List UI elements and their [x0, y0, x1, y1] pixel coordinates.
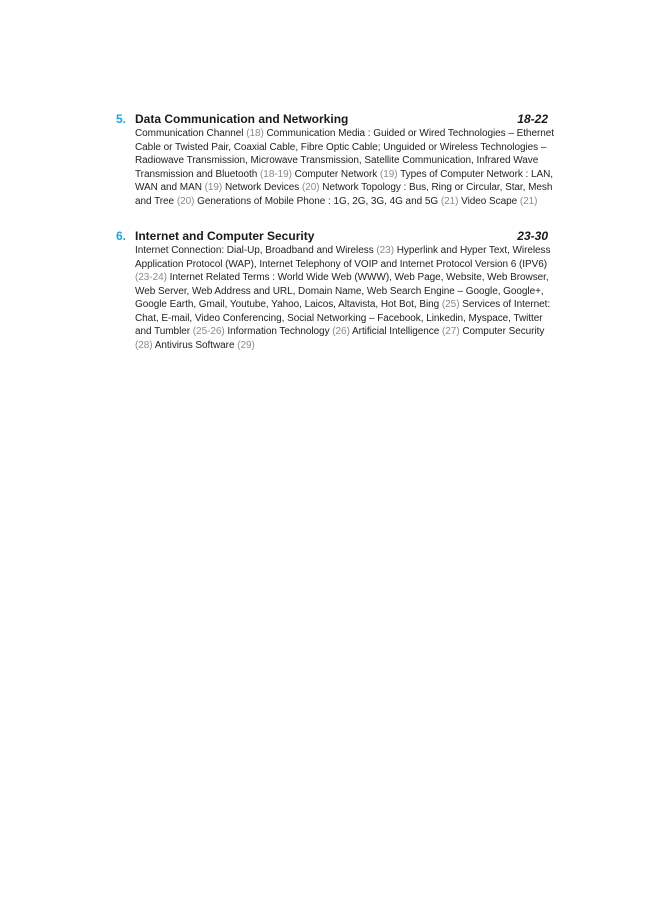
- chapter-number: 6.: [116, 229, 127, 243]
- topic-page-ref: (23-24): [135, 272, 167, 283]
- topic-page-ref: (18-19): [260, 168, 292, 180]
- topic-text: Information Technology: [227, 326, 330, 337]
- topic-page-ref: (20): [176, 195, 195, 207]
- topic-text: Hyperlink and Hyper Text, Wireless Application Protocol (WAP), Internet Telephony of VOIP and Internet Protocol Version 6 (IPV6): [135, 245, 551, 270]
- chapter-heading: [116, 111, 560, 127]
- chapter-entry: [116, 228, 560, 352]
- topic-page-ref: (29): [237, 339, 255, 351]
- chapter-number: 5.: [116, 112, 127, 126]
- topic-text: Network Topology : Bus, Ring or Circular, Star, Mesh and Tree: [135, 182, 553, 207]
- topic-page-ref: (21): [519, 195, 538, 207]
- topic-text: Communication Media : Guided or Wired Technologies – Ethernet Cable or Twisted Pair, Coaxial Cable, Fibre Optic Cable; Unguided or Wireless Technologies – Radiowave Transmission, Microwave Transmission, Satellite Communication, Infrared Wave Transmission and Bluetooth: [135, 128, 554, 180]
- chapter-page-range: 23-30: [517, 229, 548, 243]
- topic-text: Computer Network: [294, 168, 378, 180]
- topic-text: Generations of Mobile Phone : 1G, 2G, 3G, 4G and 5G: [197, 195, 439, 207]
- topic-page-ref: (21): [440, 195, 459, 207]
- topic-page-ref: (19): [204, 182, 223, 193]
- chapter-topics: [135, 127, 555, 208]
- chapter-heading: [116, 228, 560, 244]
- topic-text: Types of Computer Network : LAN, WAN and MAN: [135, 168, 554, 193]
- topic-page-ref: (23): [376, 245, 394, 256]
- topic-page-ref: (19): [379, 168, 398, 180]
- topic-text: Computer Security: [462, 326, 545, 337]
- topic-text: Services of Internet: Chat, E-mail, Video Conferencing, Social Networking – Facebook, Linkedin, Myspace, Twitter and Tumbler: [135, 299, 551, 337]
- chapter-page-range: 18-22: [517, 112, 548, 126]
- chapter-title: Data Communication and Networking: [135, 112, 349, 126]
- topic-page-ref: (28): [135, 339, 153, 351]
- chapter-title: Internet and Computer Security: [135, 229, 315, 243]
- topic-text: Antivirus Software: [154, 339, 235, 351]
- topic-page-ref: (27): [442, 326, 460, 337]
- topic-page-ref: (26): [332, 326, 350, 337]
- topic-page-ref: (20): [301, 182, 320, 193]
- chapter-entry: [116, 111, 560, 208]
- chapter-topics: [135, 244, 555, 352]
- topic-page-ref: (25): [441, 299, 460, 310]
- topic-text: Internet Related Terms : World Wide Web (WWW), Web Page, Website, Web Browser, Web Server, Web Address and URL, Domain Name, Web Search Engine – Google, Google+, Google Earth, Gmail, Youtube, Yahoo, Laicos, Altavista, Hot Bot, Bing: [135, 272, 549, 310]
- topic-page-ref: (18): [246, 128, 264, 139]
- topic-text: Artificial Intelligence: [352, 326, 440, 337]
- topic-text: Internet Connection: Dial-Up, Broadband and Wireless: [135, 245, 374, 256]
- topic-text: Communication Channel: [135, 128, 244, 139]
- topic-page-ref: (25-26): [192, 326, 225, 337]
- topic-text: Video Scape: [461, 195, 518, 207]
- topic-text: Network Devices: [224, 182, 300, 193]
